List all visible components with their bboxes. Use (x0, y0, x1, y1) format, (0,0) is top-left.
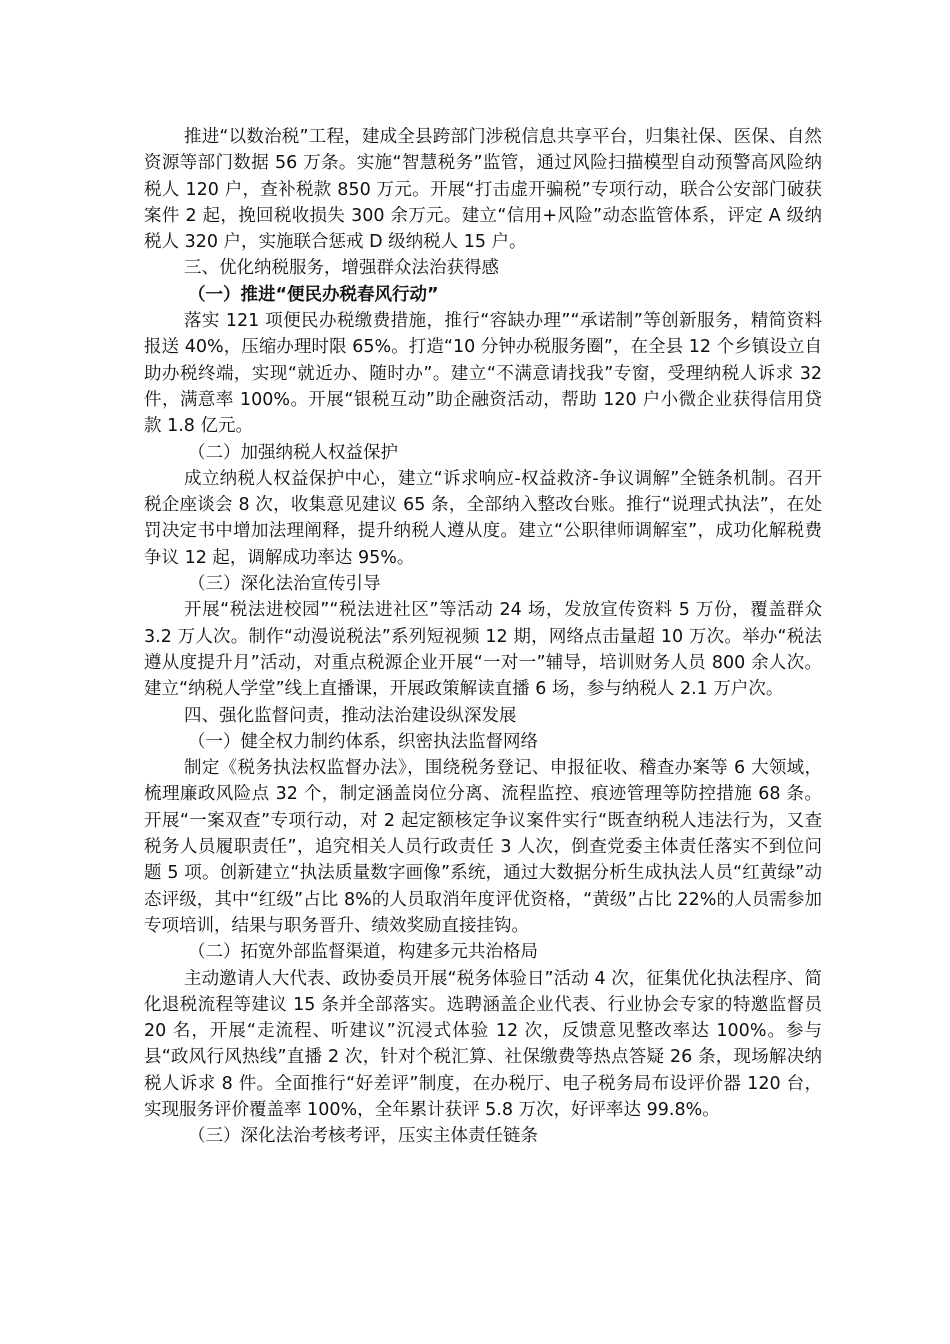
paragraph-data-governance: 推进“以数治税”工程，建成全县跨部门涉税信息共享平台，归集社保、医保、自然资源等部门数据 56 万条。实施“智慧税务”监管，通过风险扫描模型自动预警高风险纳税人 120 户，查补税款 850 万元。开展“打击虚开骗税”专项行动，联合公安部门破获案件 2 起，挽回税收损失 300 余万元。建立“信用+风险”动态监管体系，评定 A 级纳税人 320 户，实施联合惩戒 D 级纳税人 15 户。 (144, 127, 822, 253)
subheading-3-2: （二）加强纳税人权益保护 (188, 442, 398, 463)
subheading-4-1: （一）健全权力制约体系，织密执法监督网络 (188, 731, 538, 752)
subheading-3-1: （一）推进“便民办税春风行动” (188, 284, 439, 305)
section-heading-4: 四、强化监督问责，推动法治建设纵深发展 (184, 705, 517, 726)
paragraph-power-restriction: 制定《税务执法权监督办法》，围绕税务登记、申报征收、稽查办案等 6 大领域，梳理廉政风险点 32 个，制定涵盖岗位分离、流程监控、痕迹管理等防控措施 68 条。开展“一案双查”专项行动，对 2 起定额核定争议案件实行“既查纳税人违法行为，又查税务人员履职责任”，追究相关人员行政责任 3 人次，倒查党委主体责任落实不到位问题 5 项。创新建立“执法质量数字画像”系统，通过大数据分析生成执法人员“红黄绿”动态评级，其中“红级”占比 8%的人员取消年度评优资格，“黄级”占比 22%的人员需参加专项培训，结果与职务晋升、绩效奖励直接挂钩。 (144, 758, 822, 936)
subheading-4-3: （三）深化法治考核考评，压实主体责任链条 (188, 1126, 538, 1147)
document-page (144, 124, 822, 1150)
subheading-4-2: （二）拓宽外部监督渠道，构建多元共治格局 (188, 942, 538, 963)
subheading-3-3: （三）深化法治宣传引导 (188, 574, 381, 595)
section-heading-3: 三、优化纳税服务，增强群众法治获得感 (184, 258, 499, 279)
paragraph-external-supervision: 主动邀请人大代表、政协委员开展“税务体验日”活动 4 次，征集优化执法程序、简化退税流程等建议 15 条并全部落实。选聘涵盖企业代表、行业协会专家的特邀监督员 20 名，开展“走流程、听建议”沉浸式体验 12 次，反馈意见整改率达 100%。参与县“政风行风热线”直播 2 次，针对个税汇算、社保缴费等热点答疑 26 条，现场解决纳税人诉求 8 件。全面推行“好差评”制度，在办税厅、电子税务局布设评价器 120 台，实现服务评价覆盖率 100%，全年累计获评 5.8 万次，好评率达 99.8%。 (144, 968, 822, 1120)
paragraph-legal-publicity: 开展“税法进校园”“税法进社区”等活动 24 场，发放宣传资料 5 万份，覆盖群众 3.2 万人次。制作“动漫说税法”系列短视频 12 期，网络点击量超 10 万次。举办“税法遵从度提升月”活动，对重点税源企业开展“一对一”辅导，培训财务人员 800 余人次。建立“纳税人学堂”线上直播课，开展政策解读直播 6 场，参与纳税人 2.1 万户次。 (144, 600, 822, 700)
paragraph-convenience-measures: 落实 121 项便民办税缴费措施，推行“容缺办理”“承诺制”等创新服务，精简资料报送 40%，压缩办理时限 65%。打造“10 分钟办税服务圈”，在全县 12 个乡镇设立自助办税终端，实现“就近办、随时办”。建立“不满意请找我”专窗，受理纳税人诉求 32 件，满意率 100%。开展“银税互动”助企融资活动，帮助 120 户小微企业获得信用贷款 1.8 亿元。 (144, 311, 822, 437)
paragraph-rights-protection: 成立纳税人权益保护中心，建立“诉求响应-权益救济-争议调解”全链条机制。召开税企座谈会 8 次，收集意见建议 65 条，全部纳入整改台账。推行“说理式执法”，在处罚决定书中增加法理阐释，提升纳税人遵从度。建立“公职律师调解室”，成功化解税费争议 12 起，调解成功率达 95%。 (144, 468, 822, 568)
